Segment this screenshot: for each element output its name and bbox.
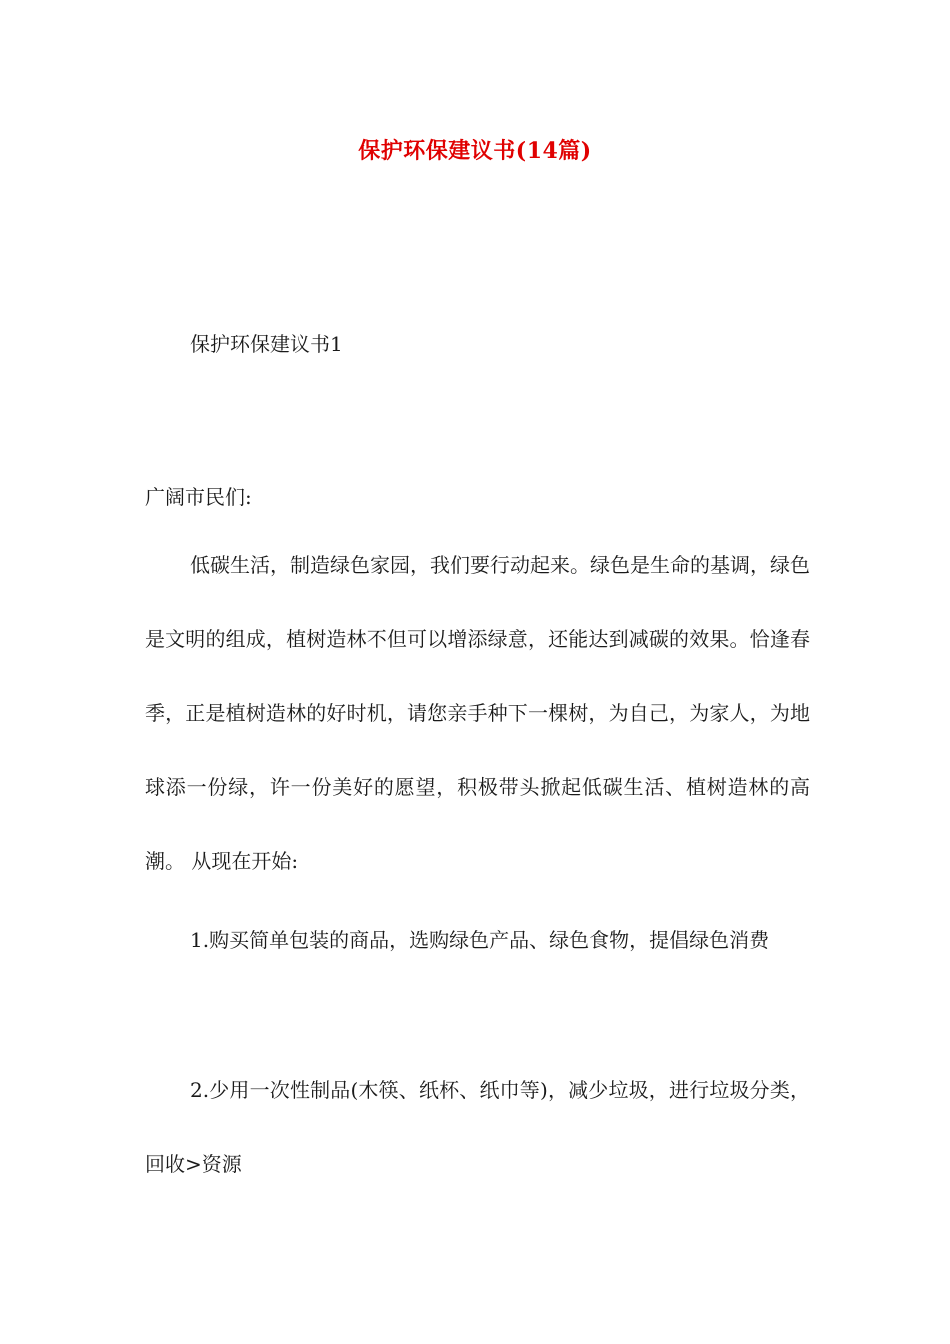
body-paragraph: 低碳生活，制造绿色家园，我们要行动起来。绿色是生命的基调，绿色是文明的组成，植树造林不但可以增添绿意，还能达到减碳的效果。恰逢春季，正是植树造林的好时机，请您亲手种下一棵树，为自己，为家人，为地球添一份绿，许一份美好的愿望，积极带头掀起低碳生活、植树造林的高潮。 从现在开始: <box>145 553 810 873</box>
list-item: 1.购买简单包装的商品，选购绿色产品、绿色食物，提倡绿色消费 <box>190 928 770 952</box>
salutation: 广阔市民们: <box>145 485 252 509</box>
list-item: 2.少用一次性制品(木筷、纸杯、纸巾等)，减少垃圾，进行垃圾分类，回收>资源 <box>145 1078 810 1176</box>
document-title: 保护环保建议书(14篇) <box>358 138 592 164</box>
section-heading: 保护环保建议书1 <box>190 332 343 356</box>
